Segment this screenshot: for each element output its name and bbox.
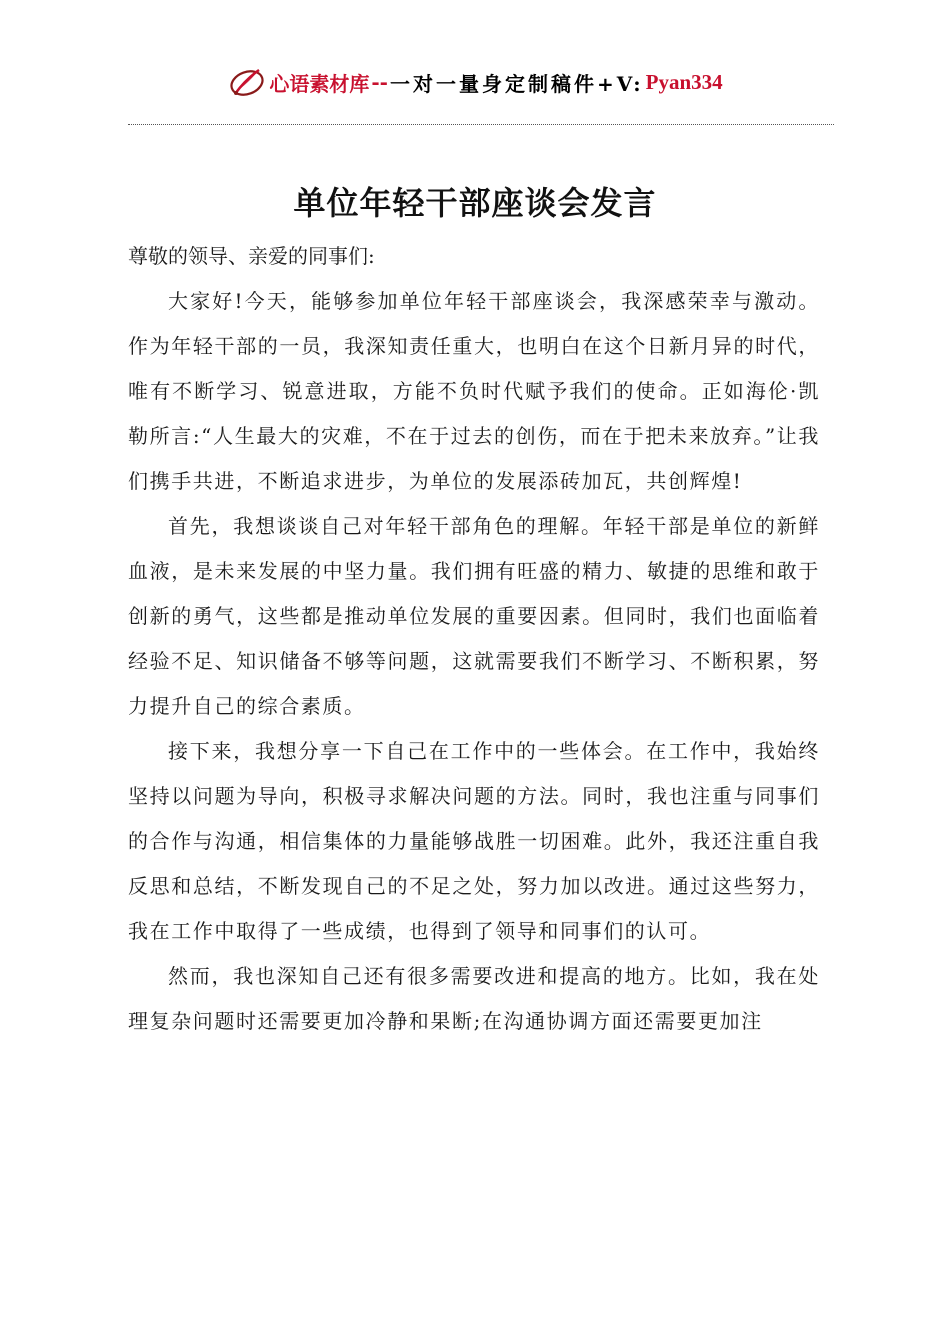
paragraph: 然而，我也深知自己还有很多需要改进和提高的地方。比如，我在处理复杂问题时还需要更加冷静和果断;在沟通协调方面还需要更加注	[128, 964, 820, 1033]
document-title: 单位年轻干部座谈会发言	[293, 184, 657, 222]
paragraph: 接下来，我想分享一下自己在工作中的一些体会。在工作中，我始终坚持以问题为导向，积极寻求解决问题的方法。同时，我也注重与同事们的合作与沟通，相信集体的力量能够战胜一切困难。此外，我还注重自我反思和总结，不断发现自己的不足之处，努力加以改进。通过这些努力，我在工作中取得了一些成绩，也得到了领导和同事们的认可。	[128, 739, 820, 943]
paragraph: 首先，我想谈谈自己对年轻干部角色的理解。年轻干部是单位的新鲜血液，是未来发展的中坚力量。我们拥有旺盛的精力、敏捷的思维和敢于创新的勇气，这些都是推动单位发展的重要因素。但同时，我们也面临着经验不足、知识储备不够等问题，这就需要我们不断学习、不断积累，努力提升自己的综合素质。	[128, 514, 820, 718]
feather-logo-icon	[227, 62, 267, 102]
paragraph: 大家好!今天，能够参加单位年轻干部座谈会，我深感荣幸与激动。作为年轻干部的一员，我深知责任重大，也明白在这个日新月异的时代，唯有不断学习、锐意进取，方能不负时代赋予我们的使命。正如海伦·凯勒所言:“人生最大的灾难，不在于过去的创伤，而在于把未来放弃。”让我们携手共进，不断追求进步，为单位的发展添砖加瓦，共创辉煌!	[128, 289, 820, 493]
document-body	[128, 238, 820, 1044]
page-header	[0, 60, 950, 104]
header-contact: Pyan334	[645, 69, 723, 94]
header-divider	[128, 124, 834, 125]
brand-name: 心语素材库	[269, 71, 370, 96]
header-tagline: 一对一量身定制稿件+V:	[389, 71, 644, 96]
salutation: 尊敬的领导、亲爱的同事们:	[128, 244, 375, 268]
brand-separator: --	[371, 70, 388, 94]
